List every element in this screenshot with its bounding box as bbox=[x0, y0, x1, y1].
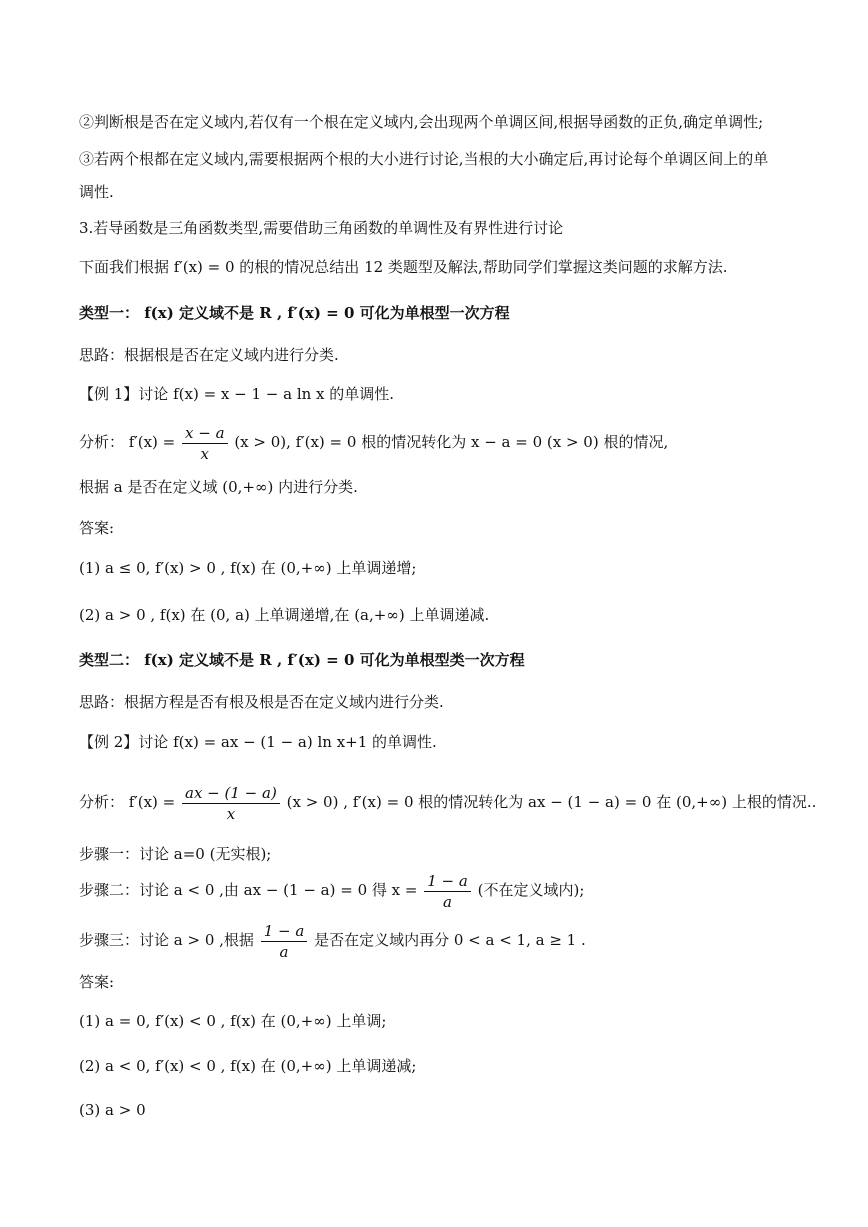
fraction bbox=[182, 423, 228, 464]
answer-line: (2) a < 0, f′(x) < 0 , f(x) 在 (0,+∞) 上单调递减; bbox=[79, 1057, 417, 1075]
fraction-numerator: 1 − a bbox=[424, 871, 471, 892]
example-line: 【例 1】讨论 f(x) = x − 1 − a ln x 的单调性. bbox=[79, 385, 395, 403]
section-heading: 类型一： f(x) 定义域不是 R , f′(x) = 0 可化为单根型一次方程 bbox=[79, 304, 510, 322]
fraction-numerator: x − a bbox=[182, 423, 228, 444]
fraction-denominator: a bbox=[279, 942, 289, 961]
step-line bbox=[79, 868, 584, 912]
fraction-numerator: ax − (1 − a) bbox=[182, 783, 280, 804]
text-line: 下面我们根据 f′(x) = 0 的根的情况总结出 12 类题型及解法,帮助同学们掌握这类问题的求解方法. bbox=[79, 258, 728, 276]
fraction bbox=[182, 783, 280, 824]
text-line: 答案: bbox=[79, 973, 115, 991]
text-line: 3.若导函数是三角函数类型,需要借助三角函数的单调性及有界性进行讨论 bbox=[79, 219, 564, 237]
example-line: 【例 2】讨论 f(x) = ax − (1 − a) ln x+1 的单调性. bbox=[79, 733, 437, 751]
text-line: ②判断根是否在定义域内,若仅有一个根在定义域内,会出现两个单调区间,根据导函数的正负,确定单调性; bbox=[79, 113, 764, 131]
text-line: ③若两个根都在定义域内,需要根据两个根的大小进行讨论,当根的大小确定后,再讨论每个单调区间上的单 bbox=[79, 150, 769, 168]
fraction bbox=[424, 871, 471, 912]
step-prefix: 步骤二：讨论 a < 0 ,由 ax − (1 − a) = 0 得 x = bbox=[79, 881, 418, 899]
step-suffix: (不在定义域内); bbox=[477, 881, 585, 899]
analysis-line bbox=[79, 780, 816, 824]
analysis-suffix: (x > 0) , f′(x) = 0 根的情况转化为 ax − (1 − a) = 0 在 (0,+∞) 上根的情况.. bbox=[286, 793, 817, 811]
section-heading: 类型二： f(x) 定义域不是 R , f′(x) = 0 可化为单根型类一次方程 bbox=[79, 651, 525, 669]
text-line: 思路：根据方程是否有根及根是否在定义域内进行分类. bbox=[79, 693, 444, 711]
text-line: 思路：根据根是否在定义域内进行分类. bbox=[79, 346, 339, 364]
text-line: 答案: bbox=[79, 519, 115, 537]
step-suffix: 是否在定义域内再分 0 < a < 1, a ≥ 1 . bbox=[314, 931, 586, 949]
fraction-numerator: 1 − a bbox=[261, 921, 308, 942]
analysis-line bbox=[79, 420, 668, 464]
answer-line: (3) a > 0 bbox=[79, 1101, 146, 1119]
analysis-prefix: 分析： f′(x) = bbox=[79, 793, 176, 811]
fraction-denominator: a bbox=[443, 892, 452, 911]
text-line: 调性. bbox=[79, 183, 114, 201]
step-prefix: 步骤三：讨论 a > 0 ,根据 bbox=[79, 931, 254, 949]
step-line bbox=[79, 918, 586, 962]
step-line: 步骤一：讨论 a=0 (无实根); bbox=[79, 845, 272, 863]
answer-line: (2) a > 0 , f(x) 在 (0, a) 上单调递增,在 (a,+∞) 上单调递减. bbox=[79, 606, 490, 624]
fraction bbox=[261, 921, 308, 962]
analysis-suffix: (x > 0), f′(x) = 0 根的情况转化为 x − a = 0 (x > 0) 根的情况, bbox=[234, 433, 669, 451]
analysis-prefix: 分析： f′(x) = bbox=[79, 433, 176, 451]
fraction-denominator: x bbox=[226, 804, 236, 823]
text-line: 根据 a 是否在定义域 (0,+∞) 内进行分类. bbox=[79, 478, 358, 496]
answer-line: (1) a = 0, f′(x) < 0 , f(x) 在 (0,+∞) 上单调; bbox=[79, 1012, 387, 1030]
answer-line: (1) a ≤ 0, f′(x) > 0 , f(x) 在 (0,+∞) 上单调递增; bbox=[79, 559, 417, 577]
fraction-denominator: x bbox=[200, 444, 209, 463]
